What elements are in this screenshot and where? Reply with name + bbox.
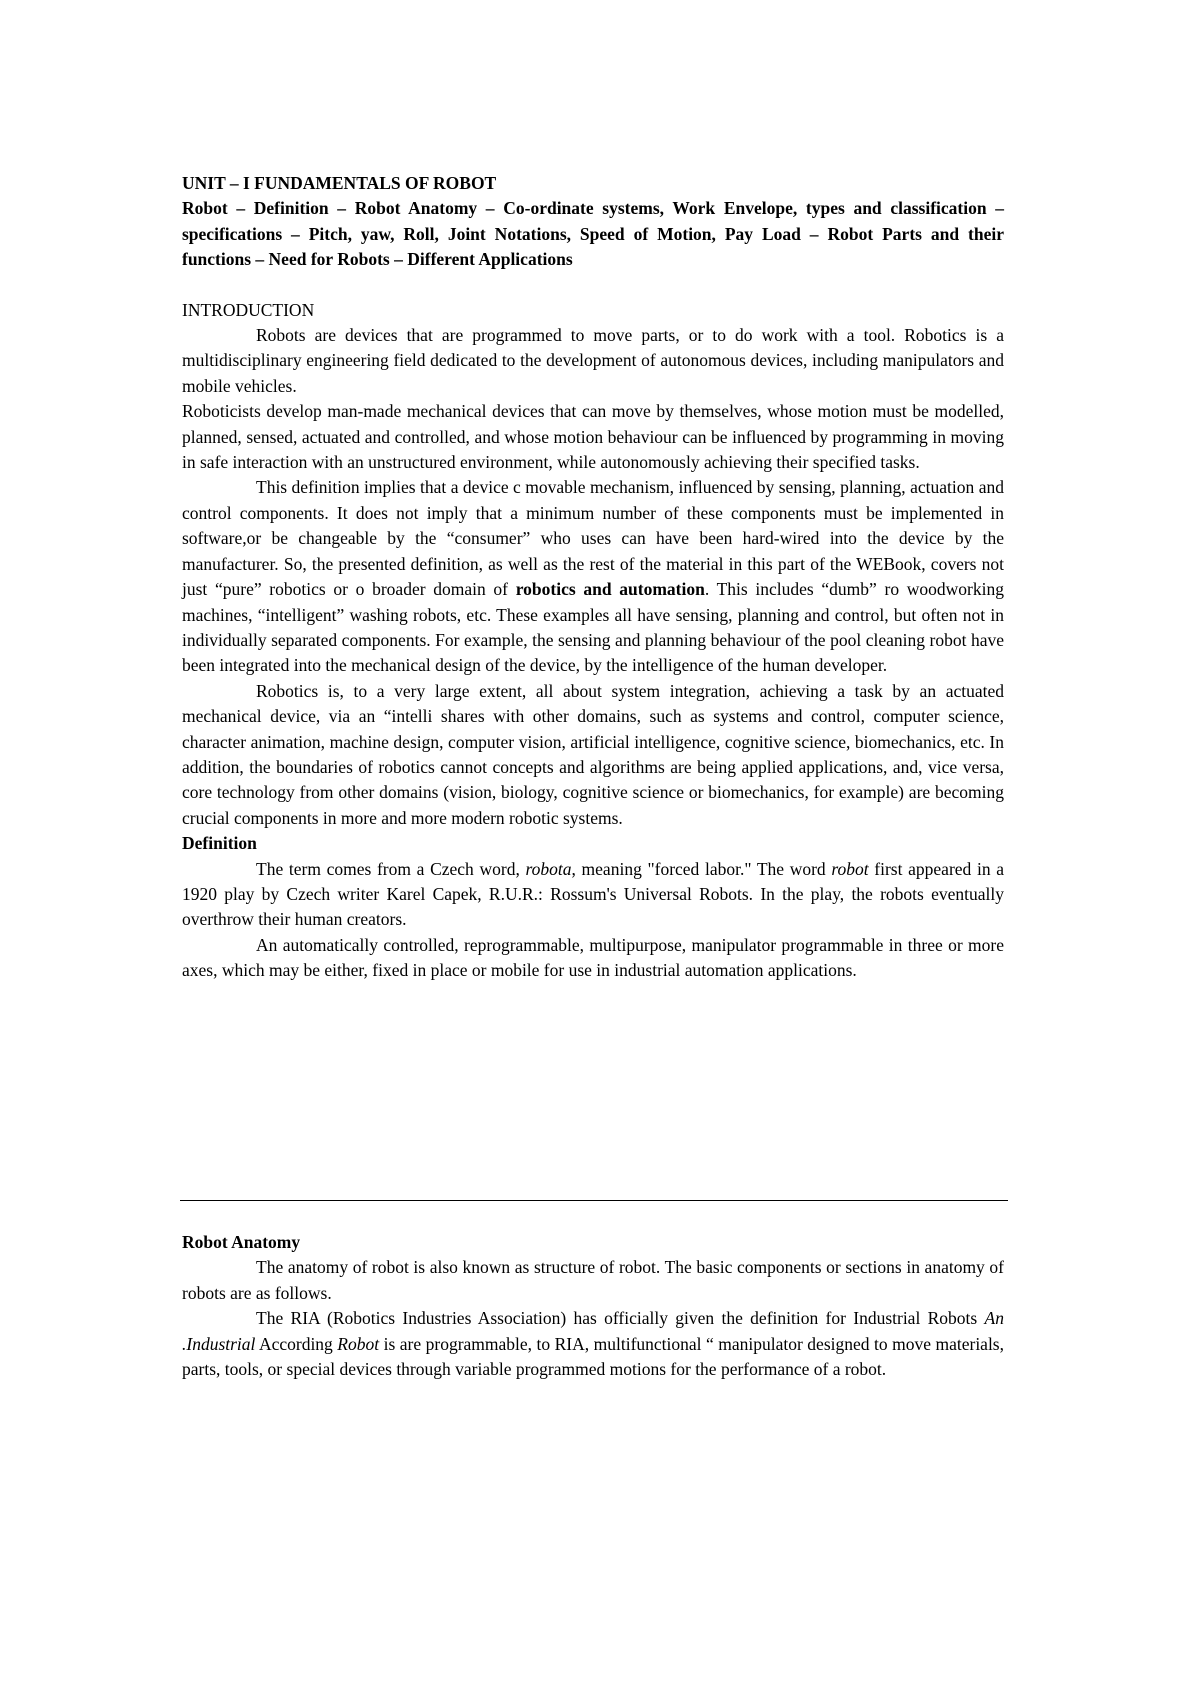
anatomy-paragraph-2-text-c: is are programmable, to RIA, multifunctional “ manipulator designed to move materials, parts, tools, or special devices through variable programmed motions for the performance of a robot. — [182, 1333, 1004, 1380]
definition-paragraph-1 — [182, 857, 1004, 933]
section-divider — [180, 1200, 1008, 1201]
anatomy-section — [182, 1230, 1004, 1382]
anatomy-paragraph-1: The anatomy of robot is also known as structure of robot. The basic components or sections in anatomy of robots are as follows. — [182, 1257, 1004, 1303]
anatomy-paragraph-2-text-b: According — [255, 1333, 338, 1354]
introduction-paragraph-4: Robotics is, to a very large extent, all about system integration, achieving a task by an actuated mechanical device, via an “intelli shares with other domains, such as systems and control, computer science, character animation, machine design, computer vision, artificial intelligence, cognitive science, biomechanics, etc. In addition, the boundaries of robotics cannot concepts and algorithms are being applied applications, and, vice versa, core technology from other domains (vision, biology, cognitive science or biomechanics, for example) are becoming crucial components in more and more modern robotic systems. — [182, 680, 1004, 828]
an-industrial-phrase: An .Industrial — [182, 1308, 1004, 1354]
introduction-paragraph-3-text-b: . This includes “dumb” ro woodworking machines, “intelligent” washing robots, etc. These examples all have sensing, planning and control, but often not in individually separated components. For example, the sensing and planning behaviour of the pool cleaning robot have been integrated into the mechanical design of the device, by the intelligence of the human developer. — [182, 579, 1004, 676]
definition-paragraph-1-text-b: , meaning "forced labor." The word — [571, 858, 832, 879]
definition-paragraph-1-text-c: first appeared in a 1920 play by Czech writer Karel Capek, R.U.R.: Rossum's Universal Robots. In the play, the robots eventually overthrow their human creators. — [182, 858, 1004, 930]
document-body — [182, 171, 1004, 984]
introduction-paragraph-3 — [182, 475, 1004, 678]
anatomy-paragraph-2 — [182, 1306, 1004, 1382]
definition-heading: Definition — [182, 833, 257, 854]
introduction-paragraph-3-text-a: This definition implies that a device c movable mechanism, influenced by sensing, planning, actuation and control components. It does not imply that a minimum number of these components must be implemented in software,or be changeable by the “consumer” who uses can have been hard-wired into the device by the manufacturer. So, the presented definition, as well as the rest of the material in this part of the WEBook, covers not just “pure” robotics or o broader domain of — [182, 477, 1004, 600]
anatomy-paragraph-2-text-a: The RIA (Robotics Industries Association) has officially given the definition for Industrial Robots — [256, 1308, 985, 1329]
syllabus-topics: Robot – Definition – Robot Anatomy – Co-ordinate systems, Work Envelope, types and classification – specifications – Pitch, yaw, Roll, Joint Notations, Speed of Motion, Pay Load – Robot Parts and their functions – Need for Robots – Different Applications — [182, 198, 1004, 270]
definition-paragraph-2: An automatically controlled, reprogrammable, multipurpose, manipulator programmable in three or more axes, which may be either, fixed in place or mobile for use in industrial automation applications. — [182, 934, 1004, 981]
robotics-and-automation-term: robotics and automation — [515, 579, 705, 600]
robot-word: robot — [831, 858, 869, 879]
robot-italic-word: Robot — [337, 1333, 380, 1354]
robot-anatomy-heading: Robot Anatomy — [182, 1232, 301, 1252]
introduction-paragraph-1: Robots are devices that are programmed to move parts, or to do work with a tool. Robotics is a multidisciplinary engineering field dedicated to the development of autonomous devices, including manipulators and mobile vehicles. — [182, 325, 1004, 396]
introduction-paragraph-2: Roboticists develop man-made mechanical devices that can move by themselves, whose motion must be modelled, planned, sensed, actuated and controlled, and whose motion behaviour can be influenced by programming in moving in safe interaction with an unstructured environment, while autonomously achieving their specified tasks. — [182, 401, 1004, 473]
definition-paragraph-1-text-a: The term comes from a Czech word, — [256, 858, 526, 879]
introduction-heading: INTRODUCTION — [182, 299, 315, 320]
unit-title: UNIT – I FUNDAMENTALS OF ROBOT — [182, 173, 497, 193]
robota-word: robota — [525, 858, 572, 879]
